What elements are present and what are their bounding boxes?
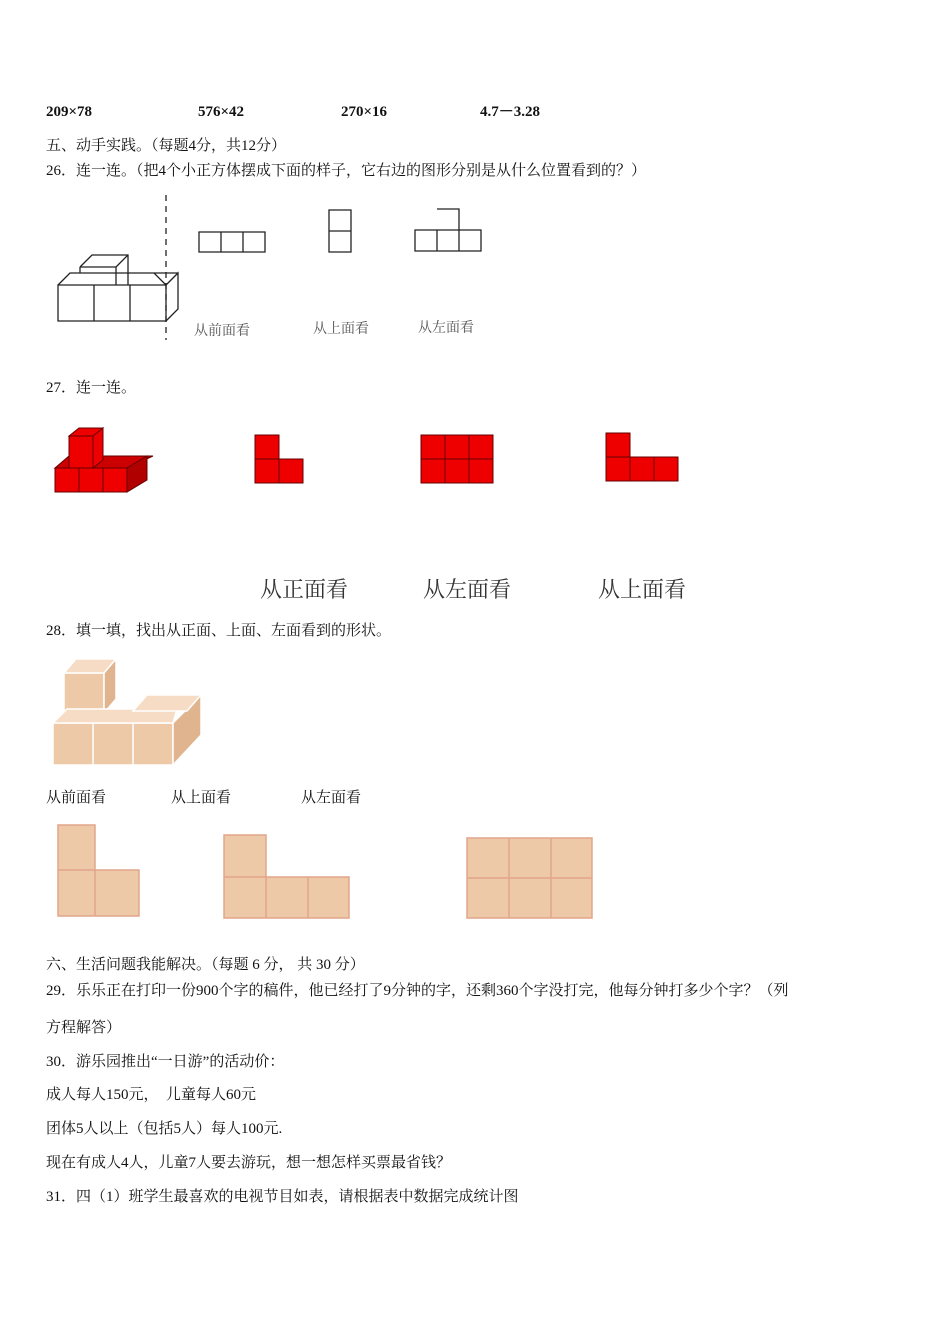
question-26: 26．连一连。（把4个小正方体摆成下面的样子，它右边的图形分别是从什么位置看到的？） — [46, 163, 647, 179]
q28-label-left: 从左面看 — [301, 790, 362, 806]
q28-label-top: 从上面看 — [171, 790, 232, 806]
calc-item: 576×42 — [198, 104, 245, 120]
calc-item: 4.7－3.28 — [480, 104, 541, 120]
question-29-line1: 29．乐乐正在打印一份900个字的稿件，他已经打了9分钟的字，还剩360个字没打完，他每分钟打多少个字？（列 — [46, 983, 789, 999]
calc-item: 209×78 — [46, 104, 93, 120]
section-6-title: 六、生活问题我能解决。（每题 6 分， 共 30 分） — [46, 957, 365, 973]
q28-label-front: 从前面看 — [46, 790, 107, 806]
question-30-line1: 30．游乐园推出“一日游”的活动价： — [46, 1054, 285, 1070]
q26-label-front: 从前面看 — [194, 324, 250, 339]
q26-label-top: 从上面看 — [313, 322, 369, 337]
q27-label-top: 从上面看 — [598, 577, 687, 602]
calc-item: 270×16 — [341, 104, 388, 120]
question-30-line3: 团体5人以上（包括5人）每人100元. — [46, 1121, 283, 1137]
question-29-line2: 方程解答） — [46, 1020, 122, 1036]
question-27: 27．连一连。 — [46, 380, 137, 396]
question-30-line2: 成人每人150元， 儿童每人60元 — [46, 1087, 257, 1103]
section-5-title: 五、动手实践。（每题4分，共12分） — [46, 138, 287, 154]
q26-label-left: 从左面看 — [418, 321, 474, 336]
question-28: 28．填一填，找出从正面、上面、左面看到的形状。 — [46, 623, 392, 639]
question-31: 31．四（1）班学生最喜欢的电视节目如表，请根据表中数据完成统计图 — [46, 1189, 519, 1205]
q27-label-left: 从左面看 — [423, 577, 512, 602]
q27-red-cubes — [50, 418, 690, 498]
q27-label-front: 从正面看 — [260, 577, 349, 602]
question-30-line4: 现在有成人4人，儿童7人要去游玩，想一想怎样买票最省钱？ — [46, 1155, 452, 1171]
